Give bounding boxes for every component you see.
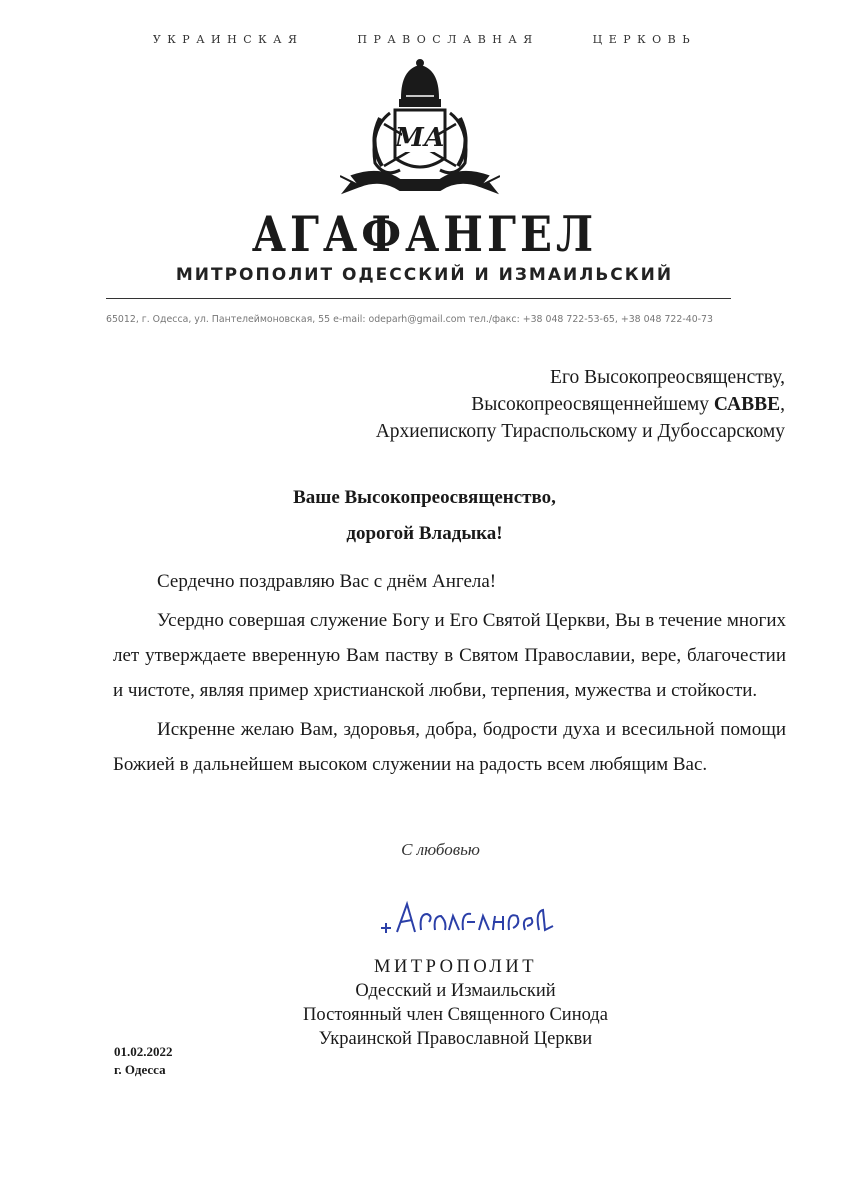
contact-line: 65012, г. Одесса, ул. Пантелеймоновская, 55 e-mail: odeparh@gmail.com тел./факс: +38 048 722-53-65, +38 048 722-40-73	[106, 314, 713, 325]
body-paragraph: Искренне желаю Вам, здоровья, добра, бодрости духа и всесильной помощи Божией в дальнейшем высоком служении на радость всем любящим Вас.	[113, 719, 786, 775]
signer-rank: МИТРОПОЛИТ	[374, 957, 537, 977]
addressee-line: Его Высокопреосвященству,	[550, 367, 785, 388]
salutation	[0, 480, 849, 552]
addressee-suffix: ,	[780, 394, 785, 415]
addressee-name: САВВЕ	[713, 394, 781, 415]
addressee-prefix: Высокопреосвященнейшему	[471, 394, 714, 415]
church-word: ПРАВОСЛАВНАЯ	[357, 33, 539, 46]
salutation-line: Ваше Высокопреосвященство,	[293, 487, 556, 508]
church-word: УКРАИНСКАЯ	[152, 33, 304, 46]
signer-line: Украинской Православной Церкви	[318, 1029, 593, 1049]
handwritten-signature	[375, 890, 575, 950]
signer-line: Одесский и Измаильский	[355, 981, 556, 1001]
closing-phrase: С любовью	[401, 840, 480, 859]
letter-place: г. Одесса	[114, 1062, 166, 1077]
addressee-line	[376, 391, 785, 418]
body-paragraph: Сердечно поздравляю Вас с днём Ангела!	[157, 571, 497, 592]
coat-of-arms-emblem	[340, 58, 500, 208]
church-word: ЦЕРКОВЬ	[592, 33, 697, 46]
letter-body	[113, 564, 786, 782]
signer-line: Постоянный член Священного Синода	[303, 1005, 608, 1025]
signature-text: + Агафангел	[471, 948, 479, 949]
date-place-block	[114, 1043, 173, 1079]
signer-block	[0, 955, 849, 1051]
addressee-block	[376, 364, 785, 445]
body-paragraph: Усердно совершая служение Богу и Его Святой Церкви, Вы в течение многих лет утверждаете вверенную Вам паству в Святом Православии, вере, благочестии и чистоте, являя пример христианской любви, терпения, мужества и стойкости.	[113, 610, 786, 701]
ornamental-name: АГАФАНГЕЛ	[251, 206, 598, 263]
letter-date: 01.02.2022	[114, 1044, 173, 1059]
church-name	[0, 33, 849, 46]
addressee-line: Архиепископу Тираспольскому и Дубоссарскому	[375, 421, 785, 442]
salutation-line: дорогой Владыка!	[346, 523, 503, 544]
letterhead-title: МИТРОПОЛИТ ОДЕССКИЙ И ИЗМАИЛЬСКИЙ	[175, 265, 674, 285]
monogram-text: МА	[395, 123, 445, 153]
header-divider	[106, 298, 731, 299]
